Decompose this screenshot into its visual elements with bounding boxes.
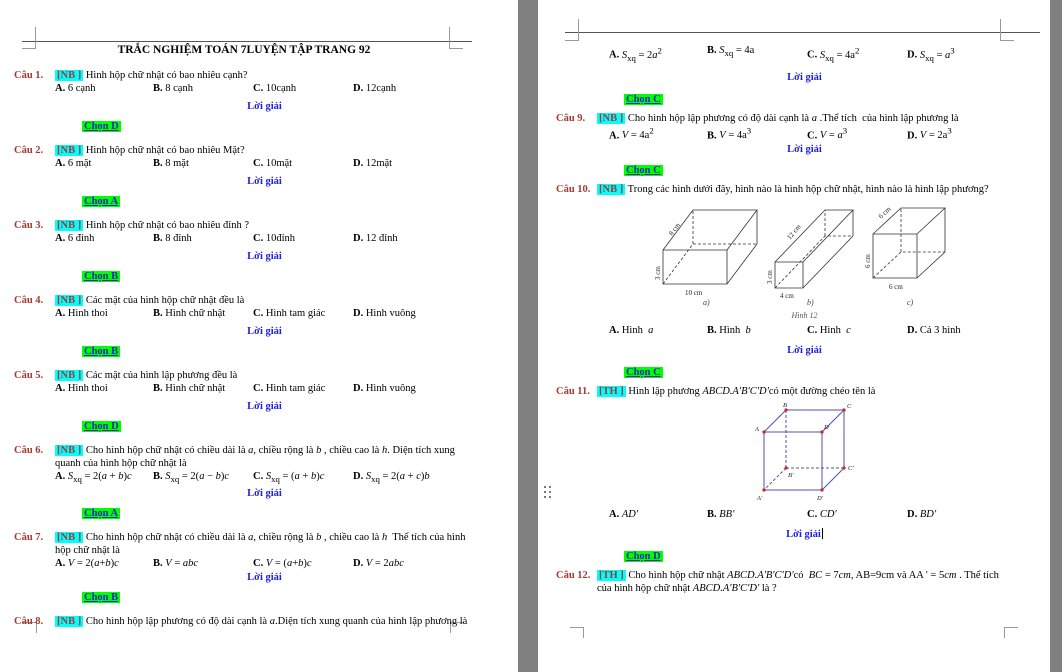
level-tag: [NB ] — [57, 145, 82, 156]
question-block — [556, 183, 1012, 385]
question-text-row — [55, 294, 474, 307]
document-page-1[interactable] — [0, 0, 518, 672]
option-d: D. $S_{xq} = a^3$ — [907, 45, 955, 63]
dim-label: 4 cm — [779, 292, 794, 301]
question-text-row — [55, 531, 474, 557]
option-b: B. Hình chữ nhật — [153, 383, 226, 394]
box-figure-svg — [653, 200, 955, 308]
figure-caption: c) — [906, 298, 913, 308]
question-number: Câu 2. — [14, 145, 44, 156]
option-d: D. $S_{xq} = 2(a + c)b$ — [353, 471, 430, 485]
level-tag: [NB ] — [57, 220, 82, 231]
question-number: Câu 8. — [14, 616, 44, 628]
option-a: A. Hình a — [609, 325, 654, 337]
option-d: D. BD' — [907, 509, 937, 521]
option-b: B. 8 mặt — [153, 158, 189, 169]
answer-choice: Chọn C — [626, 165, 661, 177]
option-b: B. $S_{xq} = 2(a - b)c$ — [153, 471, 230, 485]
text-cursor — [822, 528, 823, 539]
loi-giai-label: Lời giải — [787, 144, 822, 156]
question-block — [556, 112, 1012, 184]
loi-giai-label: Lời giải — [787, 345, 822, 357]
loi-giai-label: Lời giải — [786, 529, 821, 541]
option-b: B. Hình b — [707, 325, 751, 337]
question-text: Các mặt của hình hộp chữ nhật đều là — [85, 295, 245, 306]
options-row — [597, 324, 1012, 337]
figure-title: Hình 12 — [791, 311, 818, 321]
option-c: C. $S_{xq} = 4a^2$ — [807, 45, 860, 63]
question-number: Câu 11. — [556, 386, 590, 398]
dim-label: 3 cm — [653, 266, 662, 281]
option-b: B. BB' — [707, 509, 735, 521]
level-tag: [TH ] — [599, 386, 624, 398]
question-text: Cho hình hộp lập phương có độ dài cạnh là a.Diện tích xung quanh của hình lập phương là — [85, 616, 468, 628]
question-block — [556, 385, 1012, 569]
question-text: Cho hình hộp chữ nhật có chiều dài là a, chiều rộng là b , chiều cao là h Thể tích của hình hộp chữ nhật là — [55, 532, 466, 557]
level-tag: [NB ] — [57, 532, 82, 544]
options-row — [55, 82, 474, 95]
level-tag: [NB ] — [57, 370, 82, 381]
question-number: Câu 3. — [14, 220, 44, 231]
question-block — [14, 615, 474, 628]
options-row — [597, 125, 1012, 143]
text-boundary-line — [565, 32, 1040, 33]
dim-label: 10 cm — [684, 289, 702, 298]
question-block — [14, 531, 474, 615]
question-number: Câu 10. — [556, 184, 591, 196]
option-d: D. Hình vuông — [353, 383, 416, 394]
answer-choice: Chọn A — [84, 508, 119, 520]
question-text-row — [597, 183, 1012, 196]
question-text-row — [55, 615, 474, 628]
option-a: A. 6 mặt — [55, 158, 92, 169]
option-b: B. 8 cạnh — [153, 83, 193, 94]
question-continuation — [556, 44, 1012, 112]
level-tag: [NB ] — [57, 70, 82, 81]
dim-label: 6 cm — [876, 205, 892, 221]
vertex-label: A — [754, 426, 759, 434]
vertex-label: B' — [787, 472, 793, 480]
option-c: C. Hình c — [807, 325, 851, 337]
loi-giai-row — [597, 528, 1012, 541]
dim-label: 8 cm — [666, 221, 682, 238]
loi-giai-label: Lời giải — [247, 401, 282, 412]
option-c: C. Hình tam giác — [253, 308, 326, 319]
answer-choice: Chọn B — [84, 346, 119, 357]
option-c: C. CD' — [807, 509, 837, 521]
option-c: C. $S_{xq} = (a + b)c$ — [253, 471, 325, 485]
question-text: Hình lập phương ABCD.A'B'C'D'có một đường chéo tên là — [628, 386, 876, 398]
figure-caption: b) — [806, 298, 814, 308]
level-tag: [TH ] — [599, 570, 624, 582]
question-text: Cho hình hộp chữ nhật ABCD.A'B'C'D'có BC = 7cm, AB=9cm và AA ' = 5cm . Thể tích của hình hộp chữ nhật ABCD.A'B'C'D' là ? — [597, 570, 999, 595]
option-c: C. 10đỉnh — [253, 233, 296, 244]
question-block — [556, 569, 1012, 595]
vertex-label: C — [846, 403, 851, 411]
level-tag: [NB ] — [57, 616, 82, 628]
option-d: D. $V = 2a^3$ — [907, 125, 952, 142]
option-b: B. V = abc — [153, 558, 199, 570]
dim-label: 6 cm — [863, 254, 872, 269]
option-c: C. Hình tam giác — [253, 383, 326, 394]
question-block — [14, 444, 474, 531]
option-a: A. $S_{xq} = 2(a + b)c$ — [55, 471, 132, 485]
question-text-row — [597, 385, 1012, 398]
answer-choice: Chọn D — [84, 421, 119, 432]
document-page-2[interactable] — [538, 0, 1050, 672]
vertex-label: D — [823, 424, 829, 432]
question-text: Cho hình hộp lập phương có độ dài cạnh là a .Thể tích của hình lập phương là — [627, 112, 959, 124]
option-c: C. $V = a^3$ — [807, 125, 848, 142]
option-d: D. 12cạnh — [353, 83, 397, 94]
option-a: A. $V = 4a^2$ — [609, 125, 654, 142]
question-text-row — [55, 444, 474, 470]
question-number: Câu 12. — [556, 570, 591, 582]
options-row — [55, 232, 474, 245]
question-text: Cho hình hộp chữ nhật có chiều dài là a, chiều rộng là b , chiều cao là h. Diện tích xung quanh của hình hộp chữ nhật là — [55, 445, 455, 469]
question-text-row — [55, 144, 474, 157]
question-number: Câu 4. — [14, 295, 44, 306]
loi-giai-label: Lời giải — [247, 326, 282, 337]
question-number: Câu 1. — [14, 70, 44, 81]
option-b: B. $V = 4a^3$ — [707, 125, 752, 142]
answer-choice: Chọn B — [84, 271, 119, 282]
question-text-row — [55, 69, 474, 82]
boxes-figure — [597, 200, 1012, 322]
answer-choice: Chọn D — [626, 551, 661, 563]
question-text: Hình hộp chữ nhật có bao nhiêu đỉnh ? — [85, 220, 249, 231]
dim-label: 6 cm — [888, 283, 903, 292]
level-tag: [NB ] — [57, 295, 82, 306]
answer-choice: Chọn B — [84, 592, 119, 604]
question-text-row — [597, 112, 1012, 125]
options-row — [597, 44, 1012, 65]
cube-figure-svg — [740, 402, 870, 502]
margin-crop-mark — [570, 627, 584, 638]
option-a: A. AD' — [609, 509, 639, 521]
question-block — [14, 219, 474, 294]
option-d: D. V = 2abc — [353, 558, 404, 570]
loi-giai-label: Lời giải — [787, 71, 822, 83]
option-d: D. 12 đỉnh — [353, 233, 398, 244]
loi-giai-label: Lời giải — [247, 251, 282, 262]
cube-figure — [597, 402, 1012, 506]
question-number: Câu 7. — [14, 532, 44, 544]
question-block — [14, 369, 474, 444]
text-boundary-line — [22, 41, 472, 42]
question-text-row — [55, 369, 474, 382]
vertex-label: A' — [756, 495, 762, 503]
option-c: C. 10mặt — [253, 158, 293, 169]
option-b: B. $S_{xq} = 4a$ — [707, 45, 755, 59]
option-a: A. 6 đỉnh — [55, 233, 95, 244]
answer-choice: Chọn A — [84, 196, 119, 207]
option-a: A. 6 cạnh — [55, 83, 96, 94]
option-d: D. Hình vuông — [353, 308, 416, 319]
margin-crop-mark — [1000, 19, 1014, 41]
paragraph-drag-handle-icon[interactable] — [544, 486, 551, 498]
option-d: D. 12mặt — [353, 158, 393, 169]
options-row — [55, 157, 474, 170]
level-tag: [NB ] — [599, 184, 624, 196]
option-a: A. Hình thoi — [55, 308, 108, 319]
question-number: Câu 9. — [556, 112, 586, 124]
question-block — [14, 69, 474, 144]
figure-caption: a) — [702, 298, 710, 308]
loi-giai-label: Lời giải — [247, 572, 282, 584]
option-a: A. $S_{xq} = 2a^2$ — [609, 45, 662, 63]
question-text-row — [597, 569, 1012, 595]
question-text-row — [55, 219, 474, 232]
option-c: C. 10cạnh — [253, 83, 297, 94]
answer-choice: Chọn C — [626, 93, 661, 105]
dim-label: 3 cm — [765, 270, 774, 285]
options-row — [55, 470, 474, 486]
question-number: Câu 5. — [14, 370, 44, 381]
answer-choice: Chọn C — [626, 367, 661, 379]
document-title: TRẮC NGHIỆM TOÁN 7LUYỆN TẬP TRANG 92 — [117, 44, 371, 56]
question-text: Các mặt của hình lập phương đều là — [85, 370, 238, 381]
question-block — [14, 144, 474, 219]
answer-choice: Chọn D — [84, 121, 119, 132]
option-a: A. V = 2(a+b)c — [55, 558, 119, 570]
vertex-label: C' — [847, 465, 854, 473]
options-row — [55, 307, 474, 320]
question-text: Hình hộp chữ nhật có bao nhiêu Mặt? — [85, 145, 245, 156]
level-tag: [NB ] — [57, 445, 82, 456]
loi-giai-label: Lời giải — [247, 101, 282, 112]
question-block — [14, 294, 474, 369]
vertex-label: D' — [816, 495, 823, 503]
vertex-label: B — [782, 402, 787, 410]
loi-giai-label: Lời giải — [247, 176, 282, 187]
option-a: A. Hình thoi — [55, 383, 108, 394]
option-b: B. Hình chữ nhật — [153, 308, 226, 319]
option-b: B. 8 đỉnh — [153, 233, 192, 244]
dim-label: 12 cm — [784, 222, 803, 242]
options-row — [55, 557, 474, 570]
options-row — [597, 508, 1012, 521]
options-row — [55, 382, 474, 395]
loi-giai-label: Lời giải — [247, 488, 282, 500]
level-tag: [NB ] — [599, 112, 624, 124]
option-d: D. Cả 3 hình — [907, 325, 961, 337]
question-number: Câu 6. — [14, 445, 44, 456]
question-text: Hình hộp chữ nhật có bao nhiêu cạnh? — [85, 70, 248, 81]
margin-crop-mark — [565, 19, 579, 41]
question-text: Trong các hình dưới đây, hình nào là hình hộp chữ nhật, hình nào là hình lập phương? — [627, 184, 989, 196]
option-c: C. V = (a+b)c — [253, 558, 312, 570]
margin-crop-mark — [1004, 627, 1018, 638]
